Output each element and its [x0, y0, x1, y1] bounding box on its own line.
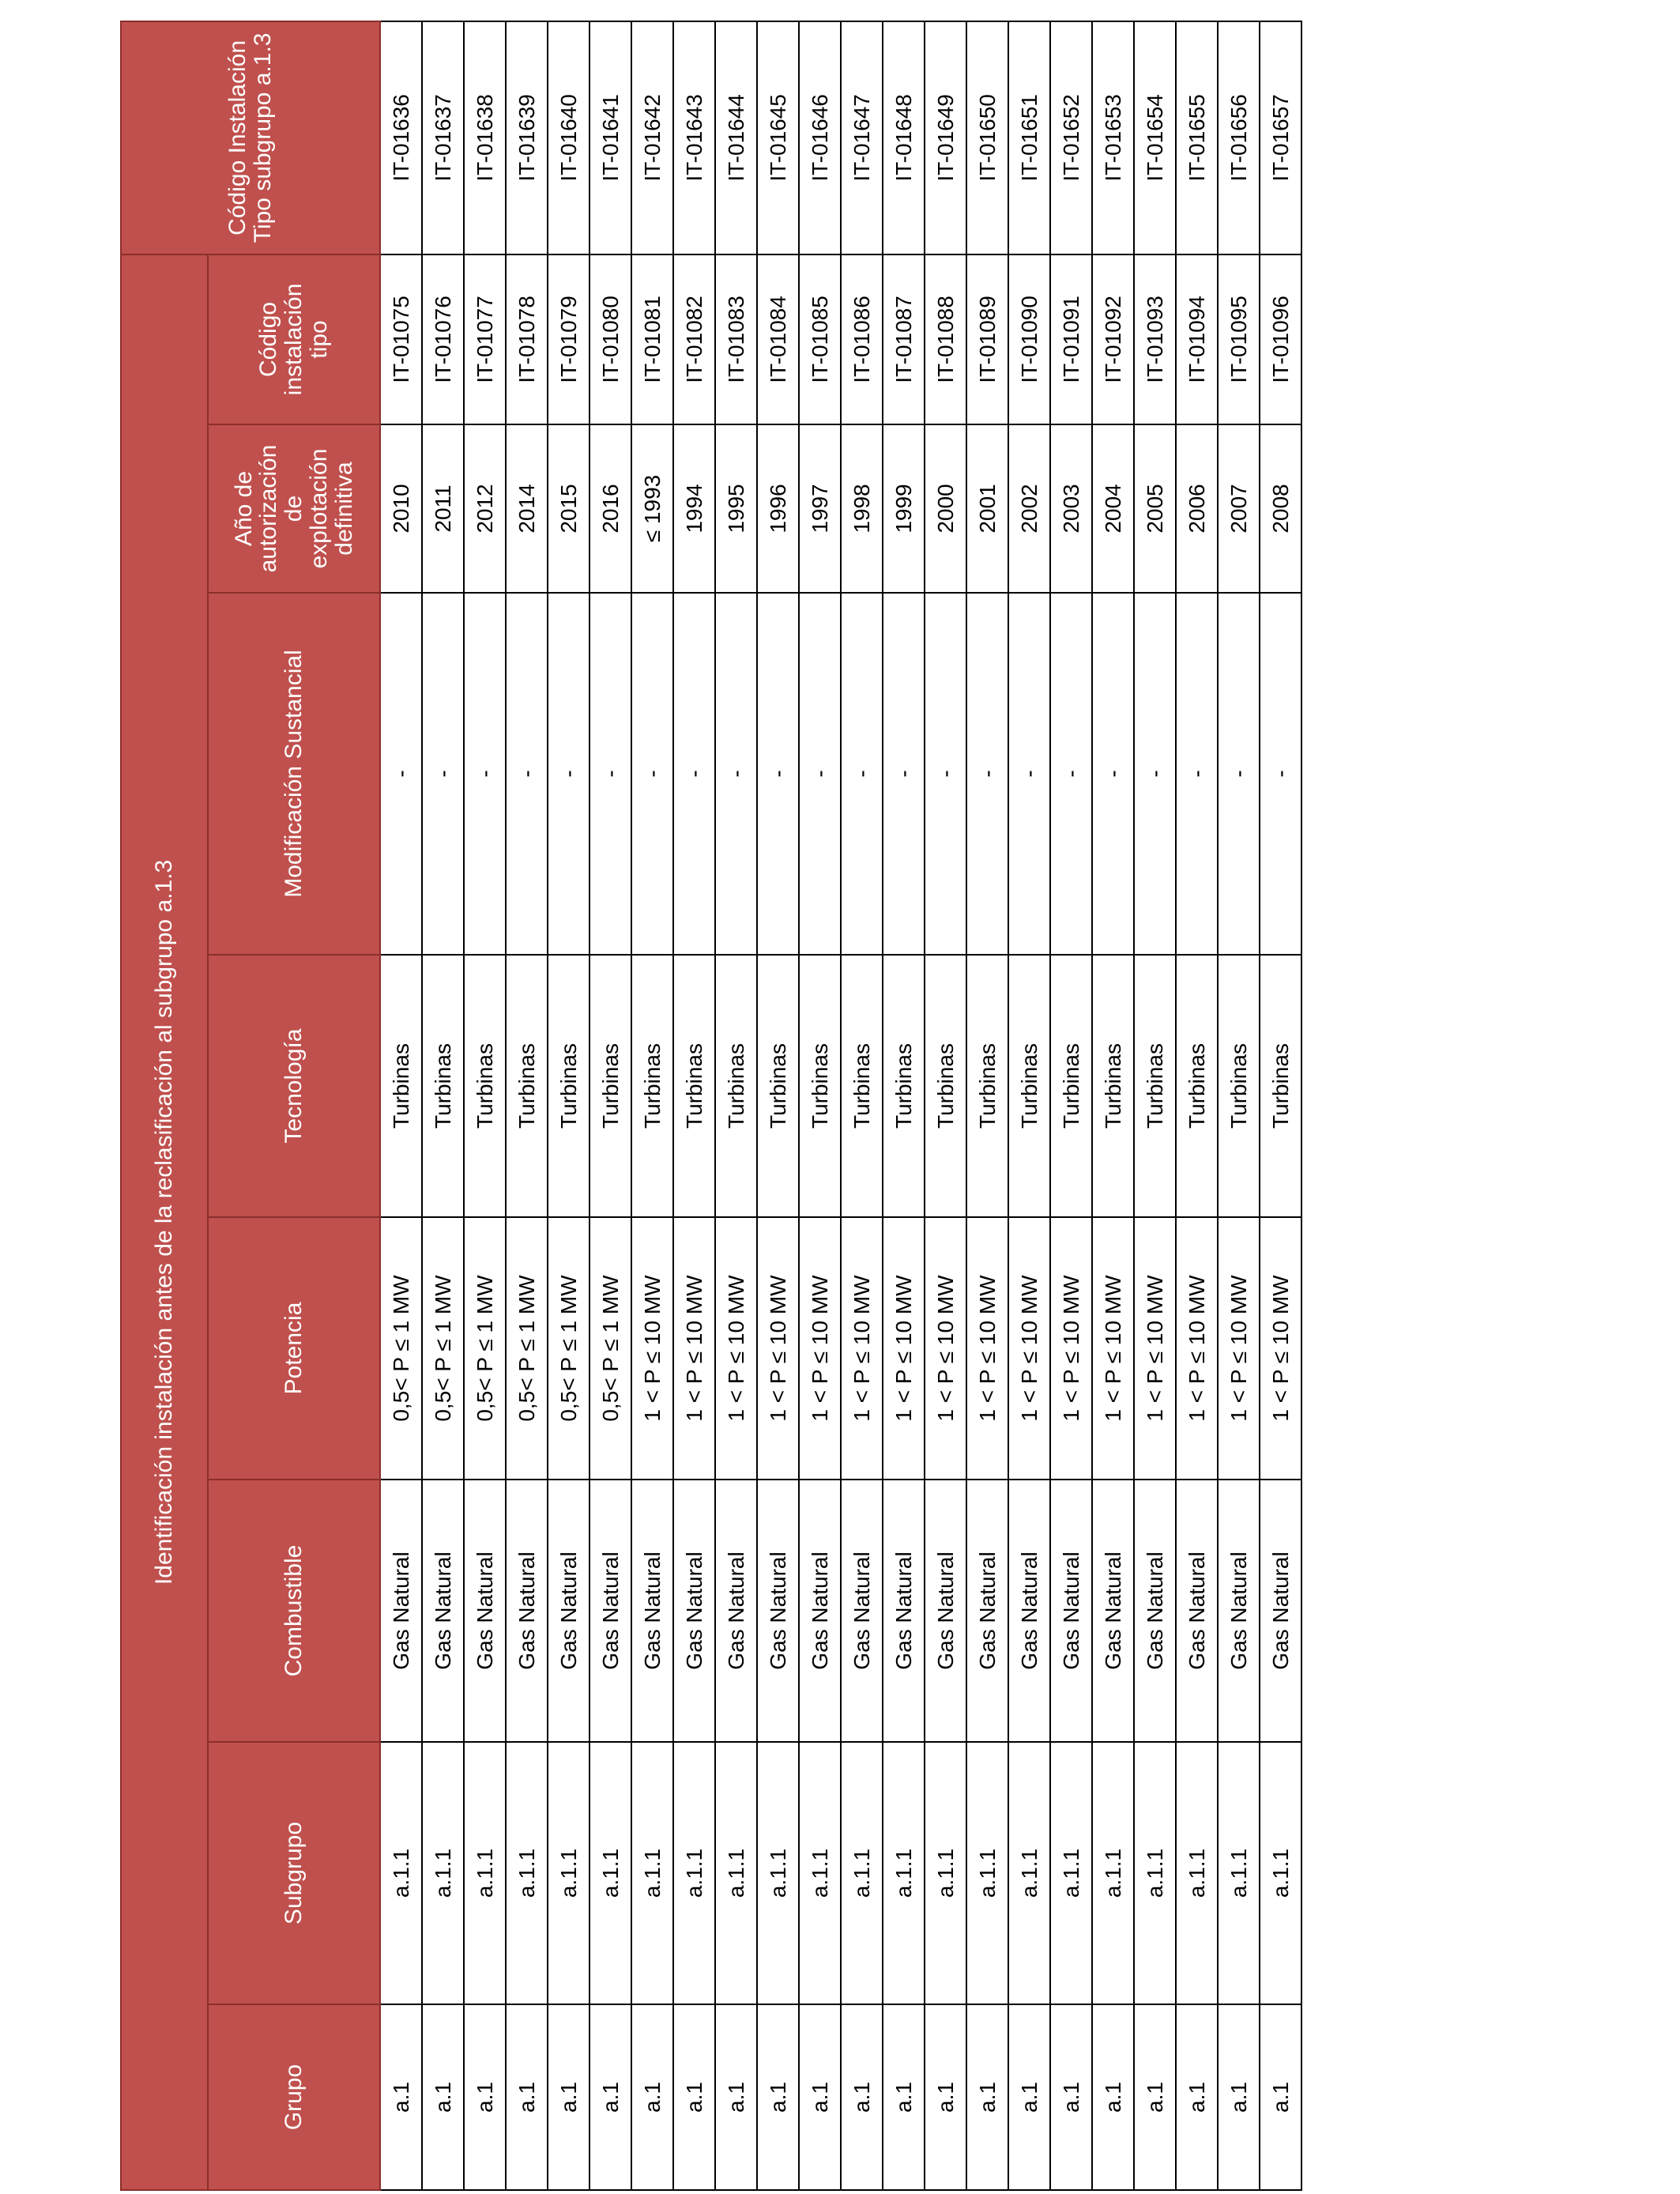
table-row [506, 21, 548, 2190]
cell-codigo-tipo: IT-01092 [1092, 254, 1134, 424]
cell-codigo-subgrupo: IT-01646 [799, 21, 841, 254]
cell-subgrupo: a.1.1 [1176, 1742, 1218, 2004]
cell-grupo: a.1 [1134, 2004, 1176, 2190]
cell-modificacion: - [1008, 593, 1050, 955]
cell-anio: 1998 [841, 424, 883, 593]
header-combustible: Combustible [208, 1480, 380, 1742]
cell-subgrupo: a.1.1 [1134, 1742, 1176, 2004]
cell-subgrupo: a.1.1 [799, 1742, 841, 2004]
cell-potencia: 1 < P ≤ 10 MW [799, 1217, 841, 1480]
cell-codigo-tipo: IT-01078 [506, 254, 548, 424]
cell-tecnologia: Turbinas [966, 955, 1008, 1217]
cell-potencia: 1 < P ≤ 10 MW [883, 1217, 925, 1480]
cell-modificacion: - [380, 593, 422, 955]
cell-codigo-tipo: IT-01088 [925, 254, 966, 424]
cell-grupo: a.1 [1008, 2004, 1050, 2190]
cell-tecnologia: Turbinas [590, 955, 631, 1217]
cell-anio: 1996 [757, 424, 799, 593]
cell-anio: 2000 [925, 424, 966, 593]
cell-grupo: a.1 [925, 2004, 966, 2190]
cell-codigo-tipo: IT-01089 [966, 254, 1008, 424]
cell-grupo: a.1 [548, 2004, 590, 2190]
header-tecnologia: Tecnología [208, 955, 380, 1217]
cell-potencia: 0,5< P ≤ 1 MW [590, 1217, 631, 1480]
cell-codigo-subgrupo: IT-01641 [590, 21, 631, 254]
cell-combustible: Gas Natural [966, 1480, 1008, 1742]
cell-subgrupo: a.1.1 [757, 1742, 799, 2004]
cell-potencia: 1 < P ≤ 10 MW [925, 1217, 966, 1480]
table-row [1134, 21, 1176, 2190]
cell-potencia: 0,5< P ≤ 1 MW [506, 1217, 548, 1480]
cell-anio: ≤ 1993 [631, 424, 673, 593]
cell-grupo: a.1 [1176, 2004, 1218, 2190]
cell-anio: 2003 [1050, 424, 1092, 593]
cell-potencia: 1 < P ≤ 10 MW [1050, 1217, 1092, 1480]
cell-anio: 2007 [1218, 424, 1260, 593]
cell-grupo: a.1 [883, 2004, 925, 2190]
cell-combustible: Gas Natural [590, 1480, 631, 1742]
cell-combustible: Gas Natural [1176, 1480, 1218, 1742]
cell-subgrupo: a.1.1 [1218, 1742, 1260, 2004]
cell-modificacion: - [925, 593, 966, 955]
table-row [590, 21, 631, 2190]
cell-codigo-tipo: IT-01076 [422, 254, 464, 424]
header-codigo-subgrupo: Código Instalación Tipo subgrupo a.1.3 [121, 21, 380, 254]
cell-subgrupo: a.1.1 [631, 1742, 673, 2004]
cell-codigo-subgrupo: IT-01657 [1260, 21, 1301, 254]
cell-subgrupo: a.1.1 [464, 1742, 506, 2004]
table-row [548, 21, 590, 2190]
cell-grupo: a.1 [631, 2004, 673, 2190]
cell-anio: 2014 [506, 424, 548, 593]
cell-modificacion: - [1134, 593, 1176, 955]
header-codigo-tipo: Código instalación tipo [208, 254, 380, 424]
cell-combustible: Gas Natural [673, 1480, 715, 1742]
table-row [1218, 21, 1260, 2190]
cell-anio: 2005 [1134, 424, 1176, 593]
cell-codigo-tipo: IT-01075 [380, 254, 422, 424]
cell-subgrupo: a.1.1 [590, 1742, 631, 2004]
cell-codigo-subgrupo: IT-01645 [757, 21, 799, 254]
cell-grupo: a.1 [506, 2004, 548, 2190]
cell-tecnologia: Turbinas [1050, 955, 1092, 1217]
cell-modificacion: - [548, 593, 590, 955]
cell-tecnologia: Turbinas [464, 955, 506, 1217]
cell-codigo-subgrupo: IT-01656 [1218, 21, 1260, 254]
cell-tecnologia: Turbinas [631, 955, 673, 1217]
cell-codigo-tipo: IT-01096 [1260, 254, 1301, 424]
cell-codigo-subgrupo: IT-01650 [966, 21, 1008, 254]
table-row [1050, 21, 1092, 2190]
table-row [1008, 21, 1050, 2190]
cell-tecnologia: Turbinas [548, 955, 590, 1217]
cell-anio: 2010 [380, 424, 422, 593]
cell-modificacion: - [1092, 593, 1134, 955]
cell-codigo-tipo: IT-01082 [673, 254, 715, 424]
cell-combustible: Gas Natural [1218, 1480, 1260, 1742]
cell-anio: 2006 [1176, 424, 1218, 593]
cell-tecnologia: Turbinas [1134, 955, 1176, 1217]
header-modificacion: Modificación Sustancial [208, 593, 380, 955]
main-header: Identificación instalación antes de la reclasificación al subgrupo a.1.3 [121, 254, 208, 2190]
cell-combustible: Gas Natural [841, 1480, 883, 1742]
cell-grupo: a.1 [757, 2004, 799, 2190]
cell-tecnologia: Turbinas [883, 955, 925, 1217]
cell-subgrupo: a.1.1 [715, 1742, 757, 2004]
cell-tecnologia: Turbinas [673, 955, 715, 1217]
cell-codigo-subgrupo: IT-01652 [1050, 21, 1092, 254]
header-anio: Año de autorización de explotación definitiva [208, 424, 380, 593]
cell-grupo: a.1 [673, 2004, 715, 2190]
cell-tecnologia: Turbinas [380, 955, 422, 1217]
table-row [464, 21, 506, 2190]
cell-codigo-tipo: IT-01093 [1134, 254, 1176, 424]
cell-subgrupo: a.1.1 [1260, 1742, 1301, 2004]
table-row [422, 21, 464, 2190]
cell-codigo-tipo: IT-01083 [715, 254, 757, 424]
cell-codigo-subgrupo: IT-01651 [1008, 21, 1050, 254]
cell-anio: 1995 [715, 424, 757, 593]
table-row [715, 21, 757, 2190]
cell-codigo-tipo: IT-01086 [841, 254, 883, 424]
cell-combustible: Gas Natural [422, 1480, 464, 1742]
cell-subgrupo: a.1.1 [1092, 1742, 1134, 2004]
cell-codigo-tipo: IT-01079 [548, 254, 590, 424]
cell-tecnologia: Turbinas [925, 955, 966, 1217]
cell-codigo-tipo: IT-01087 [883, 254, 925, 424]
cell-modificacion: - [1050, 593, 1092, 955]
cell-codigo-subgrupo: IT-01653 [1092, 21, 1134, 254]
cell-codigo-tipo: IT-01077 [464, 254, 506, 424]
table-row [673, 21, 715, 2190]
cell-modificacion: - [966, 593, 1008, 955]
cell-codigo-subgrupo: IT-01639 [506, 21, 548, 254]
cell-potencia: 0,5< P ≤ 1 MW [464, 1217, 506, 1480]
cell-potencia: 1 < P ≤ 10 MW [1218, 1217, 1260, 1480]
cell-grupo: a.1 [1092, 2004, 1134, 2190]
cell-anio: 1994 [673, 424, 715, 593]
cell-grupo: a.1 [422, 2004, 464, 2190]
cell-combustible: Gas Natural [757, 1480, 799, 1742]
table-row [631, 21, 673, 2190]
cell-grupo: a.1 [841, 2004, 883, 2190]
table-row [841, 21, 883, 2190]
cell-modificacion: - [1218, 593, 1260, 955]
cell-subgrupo: a.1.1 [1050, 1742, 1092, 2004]
table-body [380, 21, 1301, 2190]
cell-modificacion: - [422, 593, 464, 955]
cell-combustible: Gas Natural [1260, 1480, 1301, 1742]
cell-combustible: Gas Natural [1008, 1480, 1050, 1742]
cell-tecnologia: Turbinas [1092, 955, 1134, 1217]
cell-grupo: a.1 [799, 2004, 841, 2190]
cell-combustible: Gas Natural [1092, 1480, 1134, 1742]
cell-subgrupo: a.1.1 [883, 1742, 925, 2004]
cell-anio: 2008 [1260, 424, 1301, 593]
cell-codigo-tipo: IT-01091 [1050, 254, 1092, 424]
cell-potencia: 1 < P ≤ 10 MW [966, 1217, 1008, 1480]
cell-potencia: 0,5< P ≤ 1 MW [548, 1217, 590, 1480]
cell-combustible: Gas Natural [548, 1480, 590, 1742]
cell-codigo-subgrupo: IT-01644 [715, 21, 757, 254]
cell-combustible: Gas Natural [883, 1480, 925, 1742]
cell-subgrupo: a.1.1 [966, 1742, 1008, 2004]
cell-subgrupo: a.1.1 [925, 1742, 966, 2004]
cell-codigo-subgrupo: IT-01648 [883, 21, 925, 254]
header-potencia: Potencia [208, 1217, 380, 1480]
cell-codigo-subgrupo: IT-01647 [841, 21, 883, 254]
cell-grupo: a.1 [1260, 2004, 1301, 2190]
cell-subgrupo: a.1.1 [1008, 1742, 1050, 2004]
header-grupo: Grupo [208, 2004, 380, 2190]
cell-combustible: Gas Natural [925, 1480, 966, 1742]
cell-tecnologia: Turbinas [799, 955, 841, 1217]
cell-modificacion: - [590, 593, 631, 955]
cell-modificacion: - [1260, 593, 1301, 955]
cell-potencia: 1 < P ≤ 10 MW [1134, 1217, 1176, 1480]
cell-codigo-tipo: IT-01084 [757, 254, 799, 424]
table-row [757, 21, 799, 2190]
cell-codigo-subgrupo: IT-01655 [1176, 21, 1218, 254]
cell-codigo-tipo: IT-01095 [1218, 254, 1260, 424]
cell-codigo-tipo: IT-01085 [799, 254, 841, 424]
cell-anio: 2015 [548, 424, 590, 593]
cell-anio: 2002 [1008, 424, 1050, 593]
cell-grupo: a.1 [715, 2004, 757, 2190]
cell-tecnologia: Turbinas [757, 955, 799, 1217]
cell-grupo: a.1 [1050, 2004, 1092, 2190]
cell-combustible: Gas Natural [1134, 1480, 1176, 1742]
cell-anio: 2016 [590, 424, 631, 593]
cell-potencia: 1 < P ≤ 10 MW [1260, 1217, 1301, 1480]
cell-modificacion: - [883, 593, 925, 955]
cell-potencia: 0,5< P ≤ 1 MW [380, 1217, 422, 1480]
cell-tecnologia: Turbinas [1008, 955, 1050, 1217]
cell-codigo-tipo: IT-01094 [1176, 254, 1218, 424]
cell-codigo-subgrupo: IT-01637 [422, 21, 464, 254]
cell-codigo-subgrupo: IT-01640 [548, 21, 590, 254]
cell-grupo: a.1 [590, 2004, 631, 2190]
cell-codigo-tipo: IT-01080 [590, 254, 631, 424]
cell-modificacion: - [631, 593, 673, 955]
cell-anio: 1999 [883, 424, 925, 593]
cell-subgrupo: a.1.1 [422, 1742, 464, 2004]
table-row [1260, 21, 1301, 2190]
cell-anio: 1997 [799, 424, 841, 593]
cell-potencia: 1 < P ≤ 10 MW [757, 1217, 799, 1480]
cell-anio: 2004 [1092, 424, 1134, 593]
cell-codigo-subgrupo: IT-01643 [673, 21, 715, 254]
cell-subgrupo: a.1.1 [380, 1742, 422, 2004]
cell-grupo: a.1 [464, 2004, 506, 2190]
cell-potencia: 1 < P ≤ 10 MW [673, 1217, 715, 1480]
table-row [1092, 21, 1134, 2190]
cell-grupo: a.1 [1218, 2004, 1260, 2190]
cell-potencia: 1 < P ≤ 10 MW [1092, 1217, 1134, 1480]
cell-codigo-tipo: IT-01090 [1008, 254, 1050, 424]
cell-modificacion: - [715, 593, 757, 955]
cell-subgrupo: a.1.1 [506, 1742, 548, 2004]
installation-table [120, 21, 1302, 2191]
table-row [966, 21, 1008, 2190]
cell-codigo-subgrupo: IT-01642 [631, 21, 673, 254]
cell-modificacion: - [1176, 593, 1218, 955]
cell-anio: 2001 [966, 424, 1008, 593]
cell-potencia: 1 < P ≤ 10 MW [631, 1217, 673, 1480]
cell-codigo-subgrupo: IT-01649 [925, 21, 966, 254]
cell-combustible: Gas Natural [715, 1480, 757, 1742]
table-row [925, 21, 966, 2190]
cell-modificacion: - [506, 593, 548, 955]
header-subgrupo: Subgrupo [208, 1742, 380, 2004]
cell-modificacion: - [464, 593, 506, 955]
cell-combustible: Gas Natural [1050, 1480, 1092, 1742]
cell-combustible: Gas Natural [464, 1480, 506, 1742]
cell-codigo-subgrupo: IT-01638 [464, 21, 506, 254]
cell-subgrupo: a.1.1 [841, 1742, 883, 2004]
cell-codigo-tipo: IT-01081 [631, 254, 673, 424]
cell-tecnologia: Turbinas [715, 955, 757, 1217]
cell-tecnologia: Turbinas [841, 955, 883, 1217]
cell-tecnologia: Turbinas [1218, 955, 1260, 1217]
cell-tecnologia: Turbinas [422, 955, 464, 1217]
cell-potencia: 0,5< P ≤ 1 MW [422, 1217, 464, 1480]
cell-grupo: a.1 [966, 2004, 1008, 2190]
cell-modificacion: - [673, 593, 715, 955]
cell-subgrupo: a.1.1 [673, 1742, 715, 2004]
cell-potencia: 1 < P ≤ 10 MW [1176, 1217, 1218, 1480]
cell-modificacion: - [799, 593, 841, 955]
table-row [1176, 21, 1218, 2190]
cell-combustible: Gas Natural [506, 1480, 548, 1742]
cell-codigo-subgrupo: IT-01654 [1134, 21, 1176, 254]
table-row [380, 21, 422, 2190]
cell-tecnologia: Turbinas [1260, 955, 1301, 1217]
cell-anio: 2011 [422, 424, 464, 593]
cell-potencia: 1 < P ≤ 10 MW [1008, 1217, 1050, 1480]
table-row [883, 21, 925, 2190]
cell-combustible: Gas Natural [631, 1480, 673, 1742]
table-row [799, 21, 841, 2190]
cell-subgrupo: a.1.1 [548, 1742, 590, 2004]
cell-combustible: Gas Natural [380, 1480, 422, 1742]
cell-potencia: 1 < P ≤ 10 MW [715, 1217, 757, 1480]
cell-modificacion: - [841, 593, 883, 955]
cell-modificacion: - [757, 593, 799, 955]
cell-tecnologia: Turbinas [506, 955, 548, 1217]
cell-tecnologia: Turbinas [1176, 955, 1218, 1217]
cell-codigo-subgrupo: IT-01636 [380, 21, 422, 254]
cell-potencia: 1 < P ≤ 10 MW [841, 1217, 883, 1480]
cell-combustible: Gas Natural [799, 1480, 841, 1742]
cell-anio: 2012 [464, 424, 506, 593]
cell-grupo: a.1 [380, 2004, 422, 2190]
